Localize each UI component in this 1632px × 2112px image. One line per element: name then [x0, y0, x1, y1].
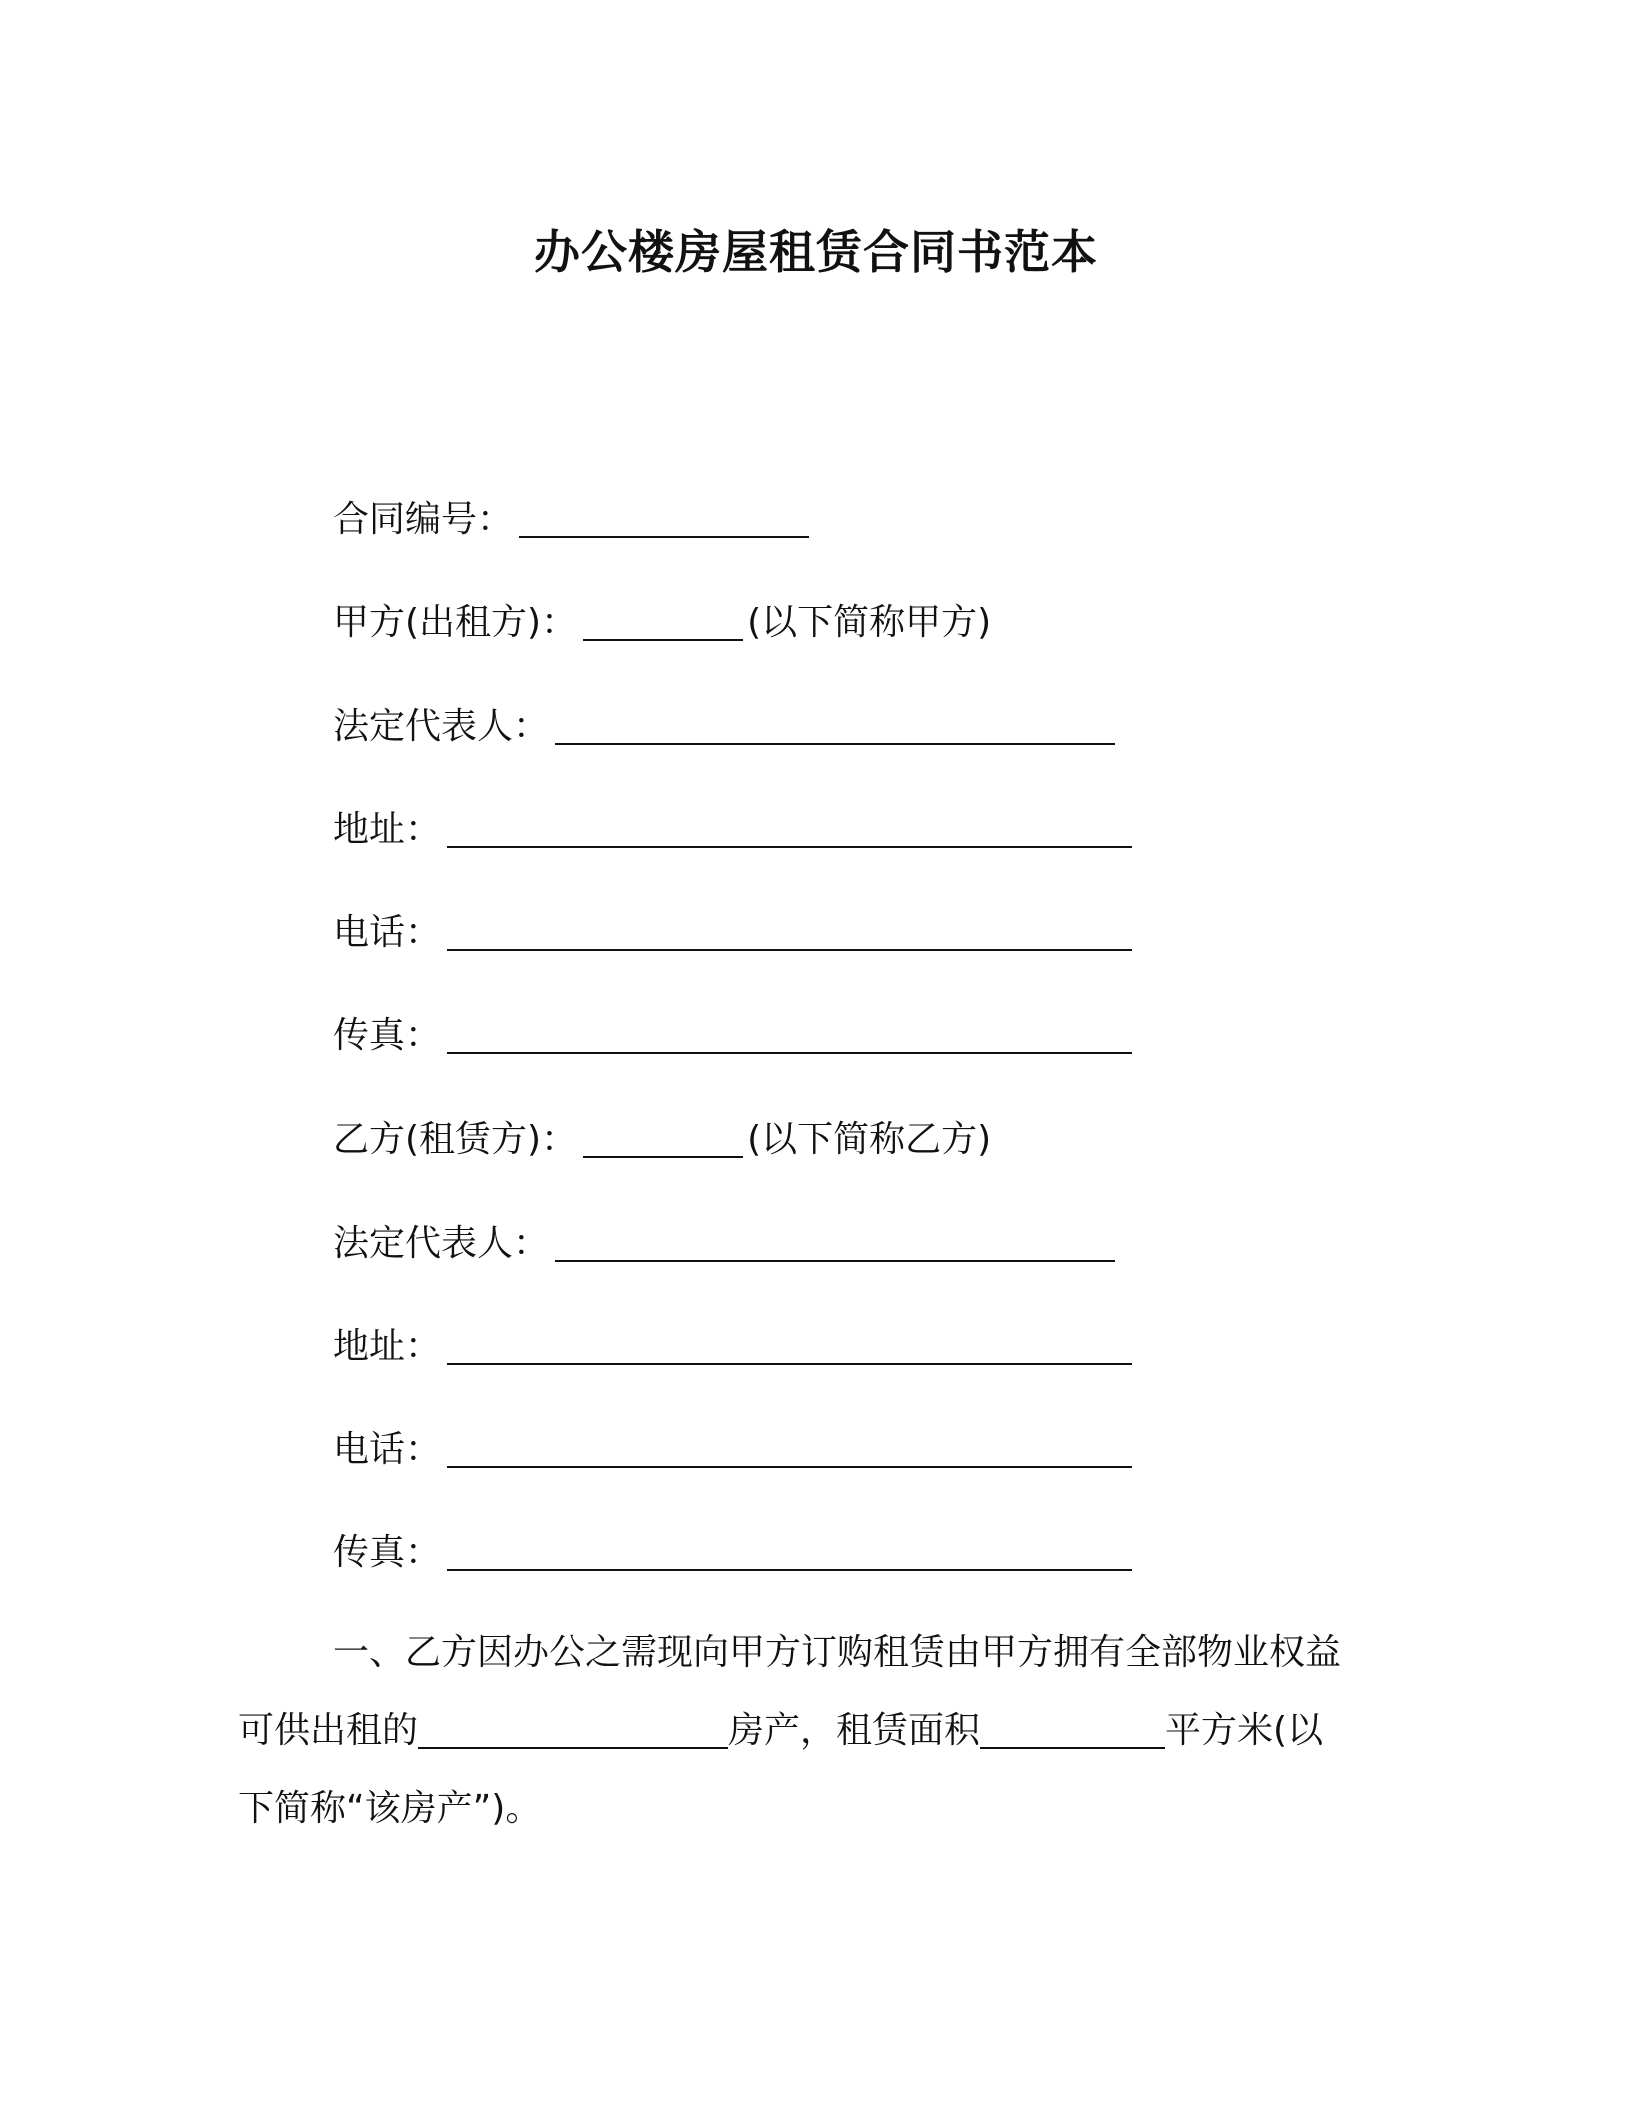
area-blank[interactable] — [980, 1713, 1165, 1749]
field-label: 地址： — [333, 1326, 442, 1367]
party-b-field — [333, 1110, 991, 1162]
party-b-phone-field — [333, 1420, 1132, 1472]
party-a-field — [333, 593, 991, 645]
party-a-phone-blank[interactable] — [447, 915, 1132, 951]
clause-1-line-3 — [238, 1787, 541, 1831]
field-suffix: (以下简称乙方) — [747, 1119, 992, 1160]
field-suffix: (以下简称甲方) — [747, 602, 992, 643]
party-a-address-blank[interactable] — [447, 812, 1132, 848]
document-title: 办公楼房屋租赁合同书范本 — [534, 225, 1098, 279]
clause-text: 可供出租的 — [238, 1710, 419, 1751]
party-a-legal-rep-blank[interactable] — [555, 709, 1115, 745]
clause-text: 下简称“该房产”)。 — [238, 1788, 542, 1829]
party-b-legal-rep-blank[interactable] — [555, 1226, 1115, 1262]
field-label: 甲方(出租方)： — [333, 602, 578, 643]
party-a-phone-field — [333, 903, 1132, 955]
party-b-address-blank[interactable] — [447, 1329, 1132, 1365]
property-blank[interactable] — [418, 1713, 728, 1749]
contract-number-field — [333, 490, 809, 542]
party-b-fax-field — [333, 1523, 1132, 1575]
party-b-fax-blank[interactable] — [447, 1535, 1132, 1571]
party-b-address-field — [333, 1317, 1132, 1369]
party-a-legal-rep-field — [333, 697, 1115, 749]
clause-1-line-2 — [238, 1709, 1323, 1753]
field-label: 传真： — [333, 1015, 442, 1056]
party-a-address-field — [333, 800, 1132, 852]
party-b-legal-rep-field — [333, 1214, 1115, 1266]
clause-text: 一、乙方因办公之需现向甲方订购租赁由甲方拥有全部物业权益 — [333, 1632, 1342, 1673]
field-label: 传真： — [333, 1532, 442, 1573]
party-a-fax-blank[interactable] — [447, 1018, 1132, 1054]
field-label: 地址： — [333, 809, 442, 850]
field-label: 法定代表人： — [333, 706, 550, 747]
party-b-phone-blank[interactable] — [447, 1432, 1132, 1468]
clause-text: 平方米(以 — [1165, 1710, 1324, 1751]
field-label: 乙方(租赁方)： — [333, 1119, 578, 1160]
field-label: 合同编号： — [333, 499, 514, 540]
field-label: 电话： — [333, 912, 442, 953]
field-label: 电话： — [333, 1429, 442, 1470]
clause-1-line-1 — [333, 1631, 1341, 1675]
party-a-fax-field — [333, 1006, 1132, 1058]
field-label: 法定代表人： — [333, 1223, 550, 1264]
contract-number-blank[interactable] — [519, 502, 809, 538]
clause-text: 房产，租赁面积 — [728, 1710, 981, 1751]
party-b-blank[interactable] — [583, 1122, 743, 1158]
party-a-blank[interactable] — [583, 605, 743, 641]
